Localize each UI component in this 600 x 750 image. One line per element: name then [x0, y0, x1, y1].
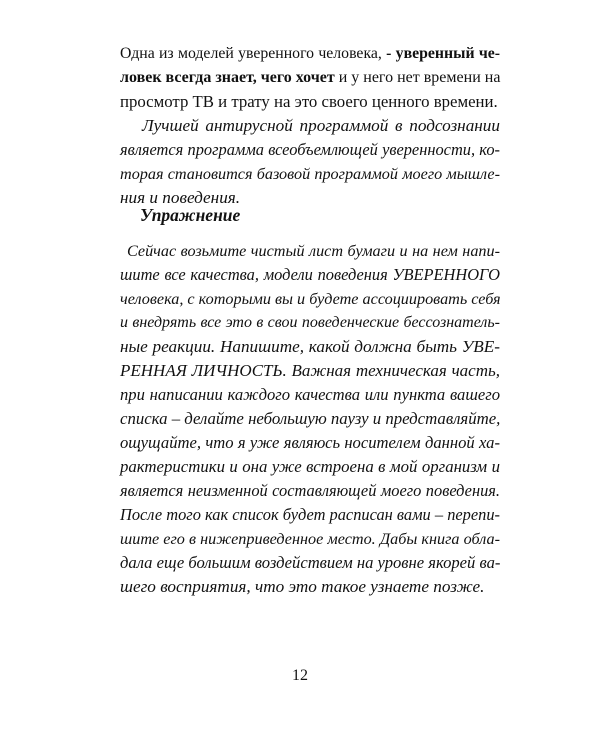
paragraph-3-line-2: шите все качества, модели поведения УВЕРЕННОГО: [120, 265, 500, 284]
paragraph-3-line-11: является неизменной составляющей моего поведения.: [120, 481, 500, 500]
paragraph-2-line-2: является программа всеобъемлющей уверенности, ко-: [120, 140, 500, 159]
section-heading: Упражнение: [140, 205, 241, 225]
paragraph-2-line-3: торая становится базовой программой моего мышле-: [120, 165, 500, 183]
paragraph-3-line-5: ные реакции. Напишите, какой должна быть УВЕ-: [120, 337, 500, 356]
page-number: 12: [292, 667, 308, 684]
paragraph-3-line-10: рактеристики и она уже встроена в мой организм и: [120, 457, 500, 476]
paragraph-3-line-4: и внедрять все это в свои поведенческие бессознатель-: [120, 314, 500, 331]
paragraph-3-line-6: РЕННАЯ ЛИЧНОСТЬ. Важная техническая часть,: [120, 361, 500, 380]
paragraph-1-line-1: [120, 42, 500, 66]
paragraph-1-line-2-text: и у него нет времени на: [334, 69, 501, 86]
paragraph-1-line-3: просмотр ТВ и трату на это своего ценного времени.: [120, 92, 498, 111]
paragraph-1-bold-phrase-end: ловек всегда знает, чего хочет: [120, 69, 335, 86]
paragraph-3-line-7: при написании каждого качества или пункта вашего: [120, 385, 500, 404]
paragraph-3-line-13: шите его в нижеприведенное место. Дабы книга обла-: [120, 530, 500, 548]
paragraph-2-line-1: Лучшей антирусной программой в подсознании: [142, 116, 500, 135]
paragraph-2-line-4: ния и поведения.: [120, 188, 241, 207]
paragraph-3-line-12: После того как список будет расписан вами – перепи-: [120, 505, 500, 524]
paragraph-3-line-3: человека, с которыми вы и будете ассоциировать себя: [120, 290, 501, 308]
paragraph-3-line-14: дала еще большим воздействием на уровне якорей ва-: [120, 553, 501, 572]
paragraph-3-line-15: шего восприятия, что это такое узнаете позже.: [120, 577, 485, 596]
paragraph-3-line-8: списка – делайте небольшую паузу и представляйте,: [120, 409, 501, 428]
paragraph-1-bold-phrase-start: - уверенный че-: [386, 45, 501, 62]
paragraph-3-line-1: Сейчас возьмите чистый лист бумаги и на нем напи-: [127, 242, 500, 260]
paragraph-1-line-2: [120, 66, 500, 90]
paragraph-1-line-1-text: Одна из моделей уверенного человека,: [120, 45, 387, 62]
paragraph-3-line-9: ощущайте, что я уже являюсь носителем данной ха-: [120, 433, 500, 452]
